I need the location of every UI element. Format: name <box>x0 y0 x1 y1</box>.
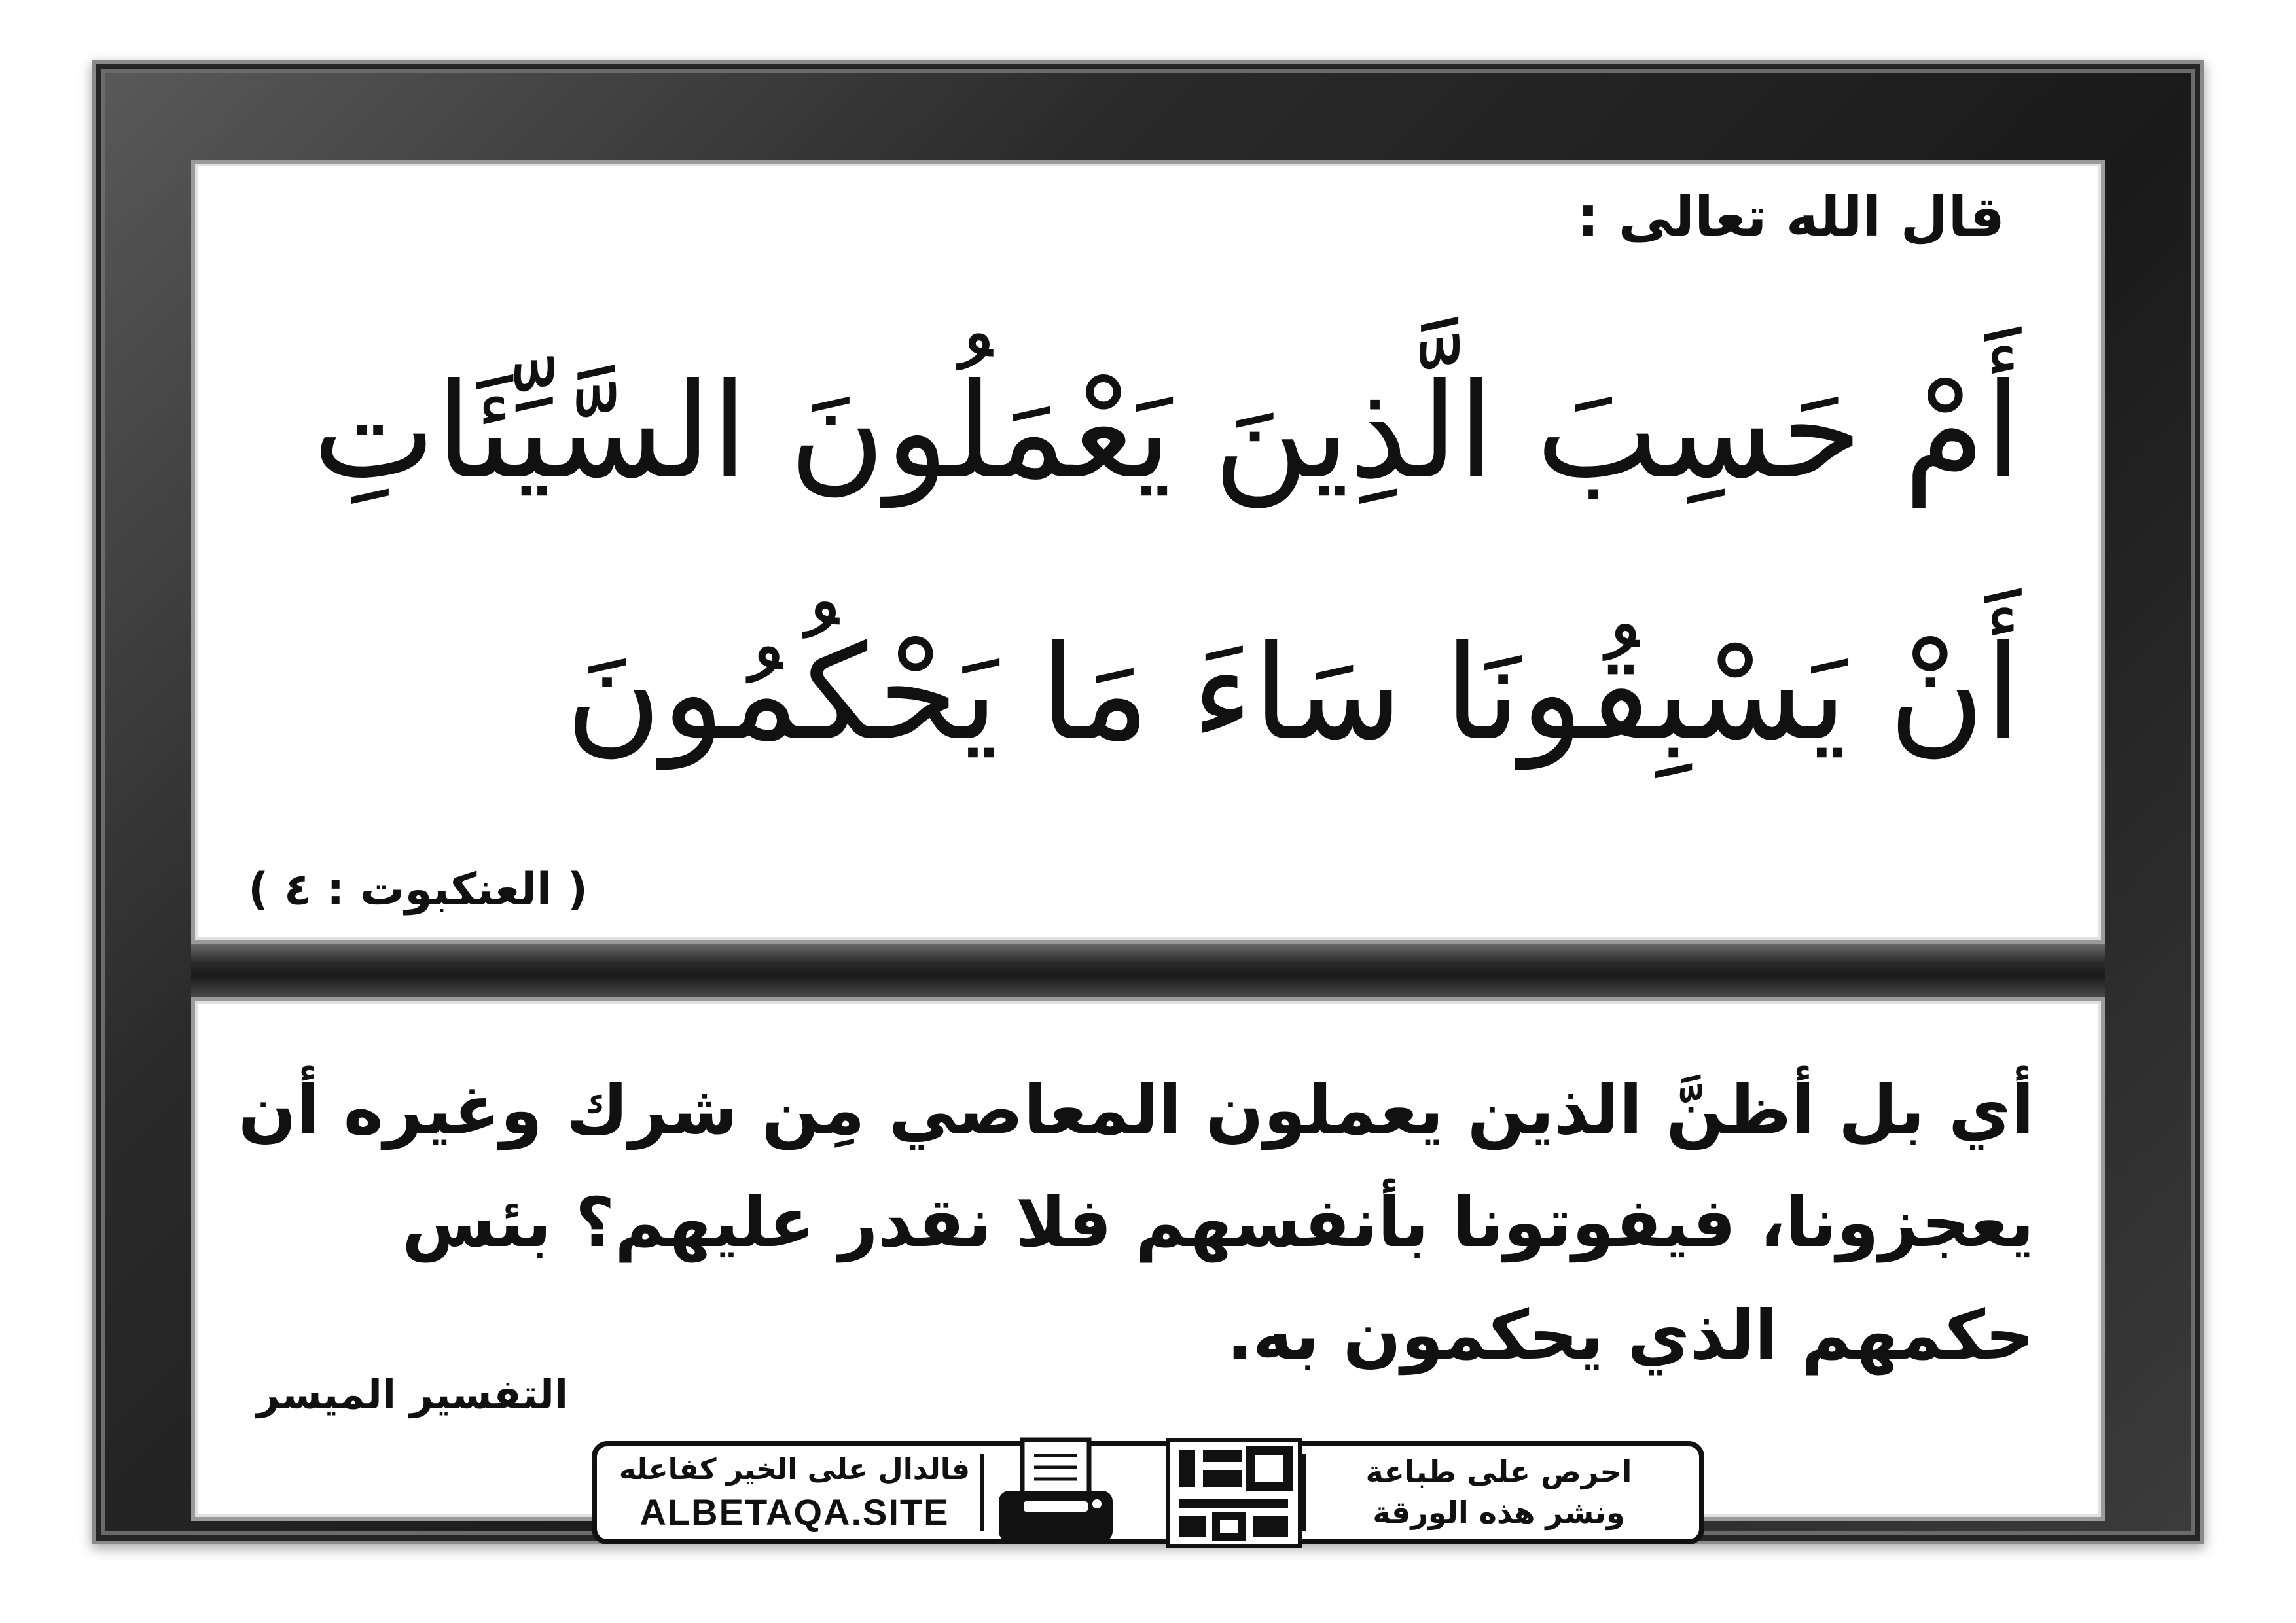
footer-site-link[interactable]: ALBETAQA.SITE <box>639 1491 950 1533</box>
verse-line-1: أَمْ حَسِبَ الَّذِينَ يَعْمَلُونَ السَّيِّئَاتِ <box>312 355 2021 508</box>
footer-slogan: فالدال على الخير كفاعله <box>619 1453 971 1486</box>
printer-icon <box>994 1436 1118 1547</box>
footer-separator <box>980 1454 984 1531</box>
verse-panel <box>191 160 2105 944</box>
tafsir-text: أي بل أظنَّ الذين يعملون المعاصي مِن شرك وغيره أن يعجزونا، فيفوتونا بأنفسهم فلا نقدر عليهم؟ بئس حكمهم الذي يحكمون به. <box>238 1070 2034 1375</box>
verse-heading: قال الله تعالى : <box>1577 185 2005 249</box>
footer-call-line-2: ونشر هذه الورقة <box>1372 1495 1625 1530</box>
logo <box>1165 1437 1302 1548</box>
tafsir-source: التفسير الميسر <box>256 1370 568 1418</box>
verse-reference: ( العنكبوت : ٤ ) <box>248 864 588 916</box>
footer-call-line-1: احرص على طباعة <box>1365 1454 1632 1489</box>
footer-call-to-action <box>1302 1452 1695 1533</box>
verse-line-2: أَنْ يَسْبِقُونَا سَاءَ مَا يَحْكُمُونَ <box>565 617 2021 770</box>
frame-divider <box>191 944 2105 997</box>
